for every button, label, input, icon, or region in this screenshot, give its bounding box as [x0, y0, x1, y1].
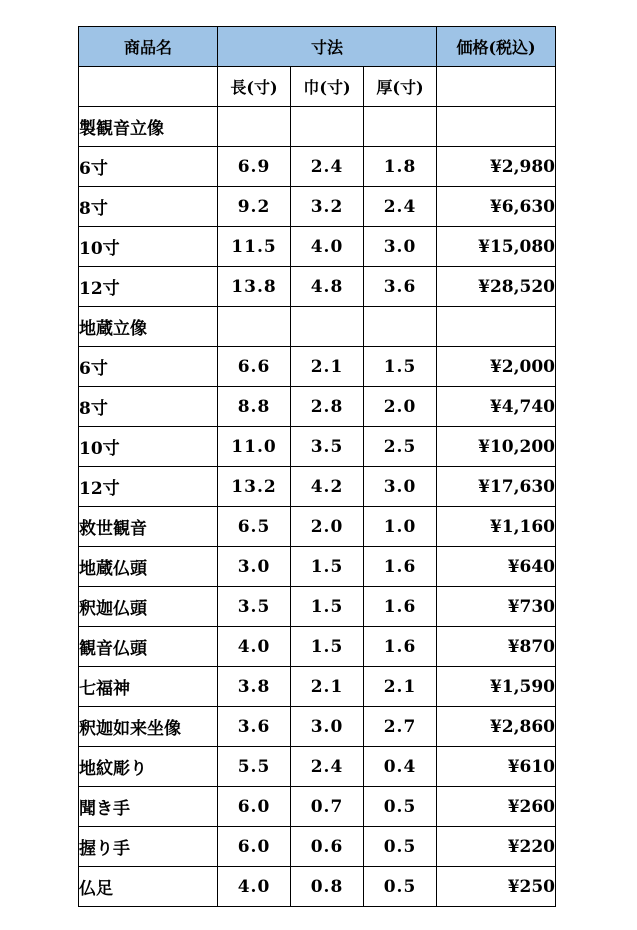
price-cell: ¥4,740 [437, 387, 556, 427]
length-cell: 5.5 [218, 747, 291, 787]
thickness-cell: 3.6 [364, 267, 437, 307]
table-row [79, 627, 556, 667]
thickness-cell: 2.4 [364, 187, 437, 227]
width-cell: 2.0 [291, 507, 364, 547]
price-cell: ¥640 [437, 547, 556, 587]
table-row [79, 387, 556, 427]
price-cell: ¥1,590 [437, 667, 556, 707]
table-row [79, 427, 556, 467]
table-row [79, 347, 556, 387]
width-cell: 4.8 [291, 267, 364, 307]
product-name-cell: 地蔵仏頭 [79, 547, 218, 587]
table-row [79, 307, 556, 347]
length-cell: 6.5 [218, 507, 291, 547]
length-cell: 13.8 [218, 267, 291, 307]
width-cell: 4.2 [291, 467, 364, 507]
thickness-cell: 1.6 [364, 627, 437, 667]
table-row [79, 787, 556, 827]
price-cell: ¥730 [437, 587, 556, 627]
width-cell: 0.8 [291, 867, 364, 907]
thickness-cell: 0.5 [364, 827, 437, 867]
length-cell: 4.0 [218, 867, 291, 907]
product-name-cell: 12寸 [79, 267, 218, 307]
product-name-cell: 6寸 [79, 147, 218, 187]
width-cell [291, 307, 364, 347]
price-cell [437, 307, 556, 347]
width-cell: 2.4 [291, 747, 364, 787]
table-row [79, 587, 556, 627]
thickness-cell: 1.6 [364, 547, 437, 587]
price-cell: ¥17,630 [437, 467, 556, 507]
width-cell: 1.5 [291, 627, 364, 667]
thickness-cell: 0.5 [364, 867, 437, 907]
price-cell: ¥2,000 [437, 347, 556, 387]
product-name-cell: 地紋彫り [79, 747, 218, 787]
product-name-cell: 握り手 [79, 827, 218, 867]
thickness-cell: 1.6 [364, 587, 437, 627]
price-cell: ¥250 [437, 867, 556, 907]
price-cell: ¥1,160 [437, 507, 556, 547]
table-body [79, 107, 556, 907]
thickness-cell [364, 307, 437, 347]
price-cell: ¥870 [437, 627, 556, 667]
price-cell: ¥260 [437, 787, 556, 827]
width-cell: 2.1 [291, 667, 364, 707]
length-cell: 3.5 [218, 587, 291, 627]
length-cell: 4.0 [218, 627, 291, 667]
width-cell: 0.7 [291, 787, 364, 827]
table-row [79, 267, 556, 307]
thickness-cell: 2.7 [364, 707, 437, 747]
width-cell: 1.5 [291, 587, 364, 627]
product-name-cell: 釈迦仏頭 [79, 587, 218, 627]
table-row [79, 227, 556, 267]
length-cell: 9.2 [218, 187, 291, 227]
header-price: 価格(税込) [437, 27, 556, 67]
product-name-cell: 10寸 [79, 427, 218, 467]
length-cell: 6.6 [218, 347, 291, 387]
thickness-cell: 2.5 [364, 427, 437, 467]
subheader-width: 巾(寸) [291, 67, 364, 107]
table-row [79, 747, 556, 787]
product-name-cell: 聞き手 [79, 787, 218, 827]
width-cell: 1.5 [291, 547, 364, 587]
product-name-cell: 救世観音 [79, 507, 218, 547]
subheader-empty-name [79, 67, 218, 107]
table-row [79, 707, 556, 747]
product-name-cell: 8寸 [79, 387, 218, 427]
width-cell: 3.5 [291, 427, 364, 467]
thickness-cell: 2.0 [364, 387, 437, 427]
price-cell: ¥2,860 [437, 707, 556, 747]
product-name-cell: 製観音立像 [79, 107, 218, 147]
length-cell: 13.2 [218, 467, 291, 507]
product-name-cell: 仏足 [79, 867, 218, 907]
table-row [79, 147, 556, 187]
price-cell: ¥6,630 [437, 187, 556, 227]
thickness-cell: 1.0 [364, 507, 437, 547]
product-name-cell: 8寸 [79, 187, 218, 227]
length-cell: 3.0 [218, 547, 291, 587]
product-name-cell: 七福神 [79, 667, 218, 707]
product-name-cell: 12寸 [79, 467, 218, 507]
length-cell: 11.0 [218, 427, 291, 467]
price-cell [437, 107, 556, 147]
thickness-cell: 1.5 [364, 347, 437, 387]
table-header-row [79, 27, 556, 67]
table-row [79, 547, 556, 587]
length-cell: 6.9 [218, 147, 291, 187]
thickness-cell: 3.0 [364, 227, 437, 267]
thickness-cell: 3.0 [364, 467, 437, 507]
length-cell [218, 107, 291, 147]
price-cell: ¥28,520 [437, 267, 556, 307]
price-table [78, 26, 556, 907]
table-row [79, 667, 556, 707]
length-cell: 8.8 [218, 387, 291, 427]
table-row [79, 107, 556, 147]
price-cell: ¥15,080 [437, 227, 556, 267]
product-name-cell: 6寸 [79, 347, 218, 387]
table-row [79, 187, 556, 227]
table-subheader-row [79, 67, 556, 107]
product-name-cell: 地蔵立像 [79, 307, 218, 347]
header-dimensions: 寸法 [218, 27, 437, 67]
price-cell: ¥220 [437, 827, 556, 867]
price-cell: ¥10,200 [437, 427, 556, 467]
subheader-length: 長(寸) [218, 67, 291, 107]
subheader-empty-price [437, 67, 556, 107]
width-cell: 0.6 [291, 827, 364, 867]
length-cell: 3.8 [218, 667, 291, 707]
product-name-cell: 観音仏頭 [79, 627, 218, 667]
width-cell: 4.0 [291, 227, 364, 267]
table-row [79, 467, 556, 507]
length-cell: 3.6 [218, 707, 291, 747]
length-cell [218, 307, 291, 347]
thickness-cell [364, 107, 437, 147]
product-name-cell: 釈迦如来坐像 [79, 707, 218, 747]
width-cell: 2.4 [291, 147, 364, 187]
table-row [79, 507, 556, 547]
length-cell: 11.5 [218, 227, 291, 267]
header-product-name: 商品名 [79, 27, 218, 67]
width-cell: 3.0 [291, 707, 364, 747]
length-cell: 6.0 [218, 827, 291, 867]
price-cell: ¥610 [437, 747, 556, 787]
thickness-cell: 0.4 [364, 747, 437, 787]
length-cell: 6.0 [218, 787, 291, 827]
width-cell: 2.8 [291, 387, 364, 427]
thickness-cell: 2.1 [364, 667, 437, 707]
subheader-thickness: 厚(寸) [364, 67, 437, 107]
thickness-cell: 0.5 [364, 787, 437, 827]
product-name-cell: 10寸 [79, 227, 218, 267]
table-row [79, 827, 556, 867]
table-row [79, 867, 556, 907]
width-cell [291, 107, 364, 147]
width-cell: 2.1 [291, 347, 364, 387]
width-cell: 3.2 [291, 187, 364, 227]
thickness-cell: 1.8 [364, 147, 437, 187]
price-cell: ¥2,980 [437, 147, 556, 187]
